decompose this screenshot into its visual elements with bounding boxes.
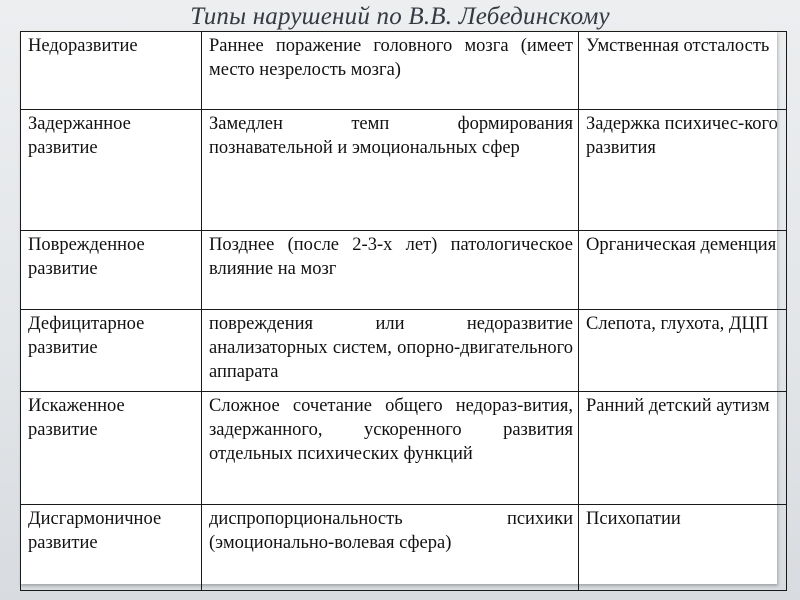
example-cell: Задержка психичес-кого развития [579, 110, 787, 231]
example-cell: Органическая деменция [579, 231, 787, 310]
description-cell: Сложное сочетание общего недораз-вития, задержанного, ускоренного развития отдельных психических функций [202, 392, 579, 505]
disorder-type-cell: Искаженное развитие [21, 392, 202, 505]
disorder-type-cell: Недоразвитие [21, 32, 202, 110]
disorder-type-cell: Дефицитарное развитие [21, 310, 202, 392]
disorder-type-cell: Дисгармоничное развитие [21, 505, 202, 591]
slide-title: Типы нарушений по В.В. Лебединскому [190, 3, 610, 30]
disorder-types-table [20, 31, 777, 584]
example-cell: Психопатии [579, 505, 787, 591]
disorder-type-cell: Поврежденное развитие [21, 231, 202, 310]
table-row [21, 32, 787, 110]
description-cell: повреждения или недоразвитие анализаторных систем, опорно-двигательного аппарата [202, 310, 579, 392]
table-row [21, 231, 787, 310]
example-cell: Ранний детский аутизм [579, 392, 787, 505]
example-cell: Слепота, глухота, ДЦП [579, 310, 787, 392]
disorder-type-cell: Задержанное развитие [21, 110, 202, 231]
table-row [21, 505, 787, 591]
table-row [21, 310, 787, 392]
example-cell: Умственная отсталость [579, 32, 787, 110]
description-cell: диспропорциональность психики (эмоционально-волевая сфера) [202, 505, 579, 591]
description-cell: Раннее поражение головного мозга (имеет место незрелость мозга) [202, 32, 579, 110]
table-row [21, 110, 787, 231]
table-row [21, 392, 787, 505]
description-cell: Позднее (после 2-3-х лет) патологическое влияние на мозг [202, 231, 579, 310]
description-cell: Замедлен темп формирования познавательной и эмоциональных сфер [202, 110, 579, 231]
table-grid [20, 31, 787, 591]
